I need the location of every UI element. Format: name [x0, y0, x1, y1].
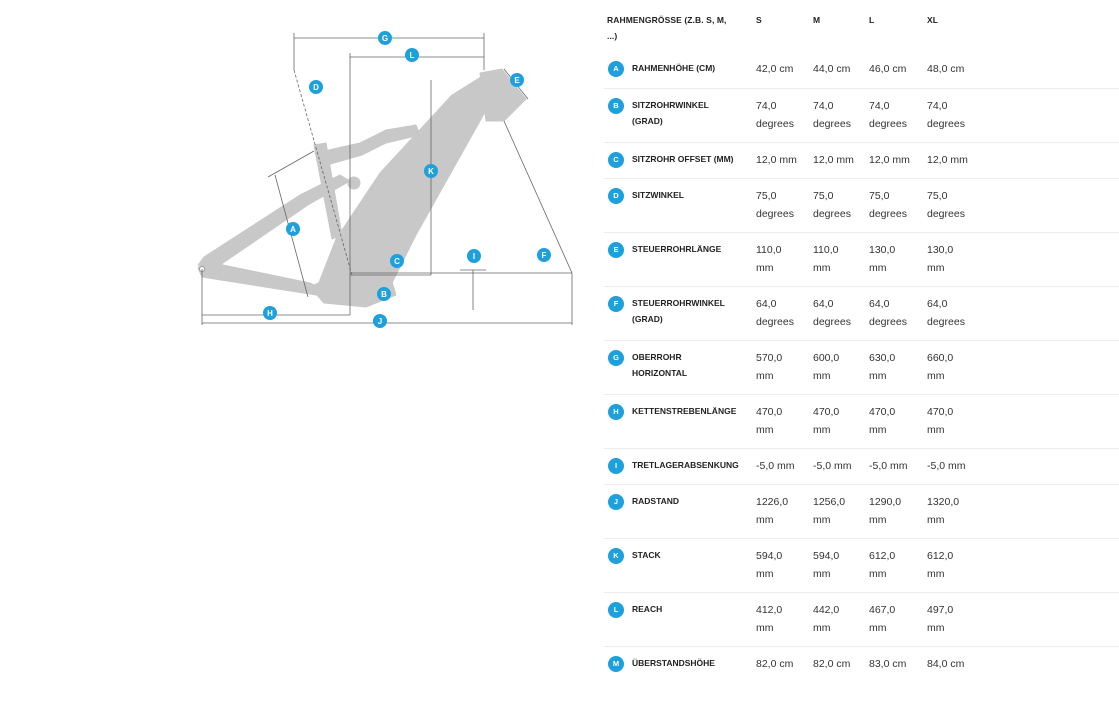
- value-cell: [869, 60, 921, 78]
- badge-L: [405, 48, 419, 62]
- frame-geometry-diagram: [190, 25, 585, 335]
- size-header-line1: RAHMENGRÖSSE (Z.B. S, M,: [607, 15, 727, 25]
- value-cell: [813, 349, 865, 385]
- badge-I: [467, 249, 481, 263]
- value-line: mm: [927, 424, 945, 436]
- value-line: mm: [813, 622, 831, 634]
- value-line: mm: [869, 424, 887, 436]
- row-label-line: STACK: [632, 550, 661, 560]
- value-cell: [813, 241, 865, 277]
- value-cell: [756, 457, 808, 475]
- value-line: 1256,0: [813, 496, 846, 508]
- value-line: -5,0 mm: [756, 460, 795, 472]
- svg-text:G: G: [381, 34, 389, 43]
- row-badge-e: E: [608, 242, 624, 258]
- table-row: [604, 178, 1119, 233]
- value-line: degrees: [869, 316, 907, 328]
- table-row: [604, 340, 1119, 395]
- row-label-line: REACH: [632, 604, 663, 614]
- badge-F: [537, 248, 551, 262]
- value-line: degrees: [869, 208, 907, 220]
- value-line: mm: [869, 370, 887, 382]
- row-label: [632, 547, 752, 563]
- row-label: [632, 241, 752, 257]
- svg-text:K: K: [428, 167, 434, 176]
- row-badge-j: J: [608, 494, 624, 510]
- value-cell: [869, 601, 921, 637]
- value-line: degrees: [869, 118, 907, 130]
- row-label-line: STEUERROHRLÄNGE: [632, 244, 722, 254]
- row-label: [632, 151, 752, 167]
- value-cell: [869, 151, 921, 169]
- value-line: 470,0: [813, 406, 840, 418]
- row-badge-k: K: [608, 548, 624, 564]
- value-line: 594,0: [813, 550, 840, 562]
- value-cell: [869, 457, 921, 475]
- value-line: degrees: [813, 208, 851, 220]
- row-badge-h: H: [608, 404, 624, 420]
- row-label: [632, 97, 752, 129]
- value-cell: [756, 547, 808, 583]
- value-cell: [756, 60, 808, 78]
- row-label: [632, 187, 752, 203]
- value-cell: [756, 151, 808, 169]
- value-line: 600,0: [813, 352, 840, 364]
- row-badge-l: L: [608, 602, 624, 618]
- value-line: degrees: [927, 118, 965, 130]
- value-cell: [756, 403, 808, 439]
- value-line: 64,0: [927, 298, 948, 310]
- row-label-line: KETTENSTREBENLÄNGE: [632, 406, 737, 416]
- row-label: [632, 349, 752, 381]
- size-col-l: L: [869, 15, 875, 25]
- dim-A-tick-top: [268, 151, 314, 177]
- value-line: mm: [756, 424, 774, 436]
- value-line: 1226,0: [756, 496, 789, 508]
- row-label: [632, 403, 752, 419]
- value-line: 470,0: [927, 406, 954, 418]
- value-line: mm: [927, 622, 945, 634]
- value-cell: [869, 547, 921, 583]
- value-cell: [927, 241, 979, 277]
- svg-text:F: F: [541, 251, 547, 260]
- table-row: [604, 484, 1119, 539]
- table-row: [604, 592, 1119, 647]
- value-cell: [927, 493, 979, 529]
- badge-C: [390, 254, 404, 268]
- value-line: mm: [869, 514, 887, 526]
- value-line: 570,0: [756, 352, 783, 364]
- value-cell: [869, 97, 921, 133]
- row-label-line: HORIZONTAL: [632, 368, 688, 378]
- value-cell: [927, 60, 979, 78]
- svg-text:E: E: [514, 76, 520, 85]
- svg-text:J: J: [377, 317, 383, 326]
- value-line: 660,0: [927, 352, 954, 364]
- svg-text:H: H: [267, 309, 273, 318]
- value-line: 12,0 mm: [927, 154, 968, 166]
- value-line: -5,0 mm: [813, 460, 852, 472]
- row-badge-i: I: [608, 458, 624, 474]
- value-cell: [927, 655, 979, 673]
- value-cell: [756, 601, 808, 637]
- row-label-line: SITZROHR OFFSET (MM): [632, 154, 734, 164]
- svg-text:L: L: [409, 51, 415, 60]
- value-line: 64,0: [869, 298, 890, 310]
- value-cell: [756, 187, 808, 223]
- value-line: 130,0: [927, 244, 954, 256]
- value-line: 74,0: [869, 100, 890, 112]
- value-line: 74,0: [756, 100, 777, 112]
- value-line: 1320,0: [927, 496, 960, 508]
- row-badge-a: A: [608, 61, 624, 77]
- svg-text:C: C: [394, 257, 400, 266]
- value-line: -5,0 mm: [869, 460, 908, 472]
- value-line: 75,0: [756, 190, 777, 202]
- value-line: degrees: [756, 208, 794, 220]
- value-cell: [869, 295, 921, 331]
- value-line: mm: [927, 370, 945, 382]
- value-line: mm: [756, 262, 774, 274]
- value-line: 83,0 cm: [869, 658, 907, 670]
- value-line: 74,0: [927, 100, 948, 112]
- row-label-line: ÜBERSTANDSHÖHE: [632, 658, 715, 668]
- value-line: mm: [813, 262, 831, 274]
- value-line: 44,0 cm: [813, 63, 851, 75]
- value-line: mm: [756, 568, 774, 580]
- value-line: mm: [927, 262, 945, 274]
- badge-G: [378, 31, 392, 45]
- value-cell: [756, 241, 808, 277]
- down-tube-shape: [318, 75, 492, 297]
- value-line: 46,0 cm: [869, 63, 907, 75]
- value-cell: [813, 655, 865, 673]
- value-cell: [813, 295, 865, 331]
- table-row: [604, 286, 1119, 341]
- value-line: 12,0 mm: [813, 154, 854, 166]
- row-label: [632, 655, 752, 671]
- value-cell: [756, 349, 808, 385]
- value-cell: [756, 295, 808, 331]
- value-line: 64,0: [813, 298, 834, 310]
- value-cell: [813, 547, 865, 583]
- value-cell: [813, 457, 865, 475]
- row-badge-g: G: [608, 350, 624, 366]
- value-line: degrees: [756, 118, 794, 130]
- table-row: [604, 394, 1119, 449]
- value-line: mm: [927, 568, 945, 580]
- value-line: 130,0: [869, 244, 896, 256]
- row-label: [632, 493, 752, 509]
- value-cell: [756, 97, 808, 133]
- value-cell: [813, 151, 865, 169]
- row-badge-d: D: [608, 188, 624, 204]
- value-line: 75,0: [813, 190, 834, 202]
- value-line: 1290,0: [869, 496, 902, 508]
- value-line: degrees: [813, 118, 851, 130]
- value-line: 12,0 mm: [869, 154, 910, 166]
- value-line: 74,0: [813, 100, 834, 112]
- value-line: mm: [869, 262, 887, 274]
- value-cell: [813, 60, 865, 78]
- row-badge-m: M: [608, 656, 624, 672]
- value-line: degrees: [927, 316, 965, 328]
- value-cell: [813, 187, 865, 223]
- value-cell: [927, 457, 979, 475]
- table-row: [604, 88, 1119, 143]
- value-cell: [869, 655, 921, 673]
- value-cell: [813, 97, 865, 133]
- value-cell: [927, 151, 979, 169]
- value-line: degrees: [927, 208, 965, 220]
- size-col-m: M: [813, 15, 821, 25]
- row-label-line: RADSTAND: [632, 496, 680, 506]
- value-line: 612,0: [927, 550, 954, 562]
- value-cell: [756, 655, 808, 673]
- svg-text:A: A: [290, 225, 296, 234]
- value-cell: [927, 403, 979, 439]
- value-cell: [813, 493, 865, 529]
- frame-svg: [190, 25, 585, 335]
- value-cell: [927, 187, 979, 223]
- value-cell: [927, 295, 979, 331]
- table-row: [604, 538, 1119, 593]
- value-line: -5,0 mm: [927, 460, 966, 472]
- row-label-line: SITZROHRWINKEL: [632, 100, 709, 110]
- value-line: 612,0: [869, 550, 896, 562]
- value-cell: [756, 493, 808, 529]
- value-line: 75,0: [927, 190, 948, 202]
- badge-D: [309, 80, 323, 94]
- value-line: 82,0 cm: [756, 658, 794, 670]
- value-line: 630,0: [869, 352, 896, 364]
- value-line: mm: [813, 370, 831, 382]
- value-line: 42,0 cm: [756, 63, 794, 75]
- row-label: [632, 457, 752, 473]
- size-col-s: S: [756, 15, 762, 25]
- value-cell: [927, 547, 979, 583]
- row-label: [632, 601, 752, 617]
- svg-text:B: B: [381, 290, 387, 299]
- value-line: mm: [813, 568, 831, 580]
- value-line: 470,0: [756, 406, 783, 418]
- row-label-line: STEUERROHRWINKEL: [632, 298, 725, 308]
- value-line: mm: [869, 568, 887, 580]
- value-line: 48,0 cm: [927, 63, 965, 75]
- row-label-line: SITZWINKEL: [632, 190, 684, 200]
- value-line: mm: [756, 622, 774, 634]
- row-label-line: RAHMENHÖHE (CM): [632, 63, 716, 73]
- svg-text:D: D: [313, 83, 319, 92]
- value-line: 470,0: [869, 406, 896, 418]
- bike-frame-shape: [198, 69, 526, 307]
- table-row: [604, 232, 1119, 287]
- value-line: 110,0: [813, 244, 839, 256]
- value-cell: [869, 241, 921, 277]
- value-line: 467,0: [869, 604, 896, 616]
- badge-B: [377, 287, 391, 301]
- value-cell: [869, 403, 921, 439]
- row-badge-b: B: [608, 98, 624, 114]
- value-line: 82,0 cm: [813, 658, 851, 670]
- value-line: mm: [927, 514, 945, 526]
- size-header-line2: ...): [607, 31, 618, 41]
- badge-H: [263, 306, 277, 320]
- badge-K: [424, 164, 438, 178]
- size-col-xl: XL: [927, 15, 939, 25]
- row-badge-c: C: [608, 152, 624, 168]
- dim-seat-axis: [294, 70, 352, 275]
- value-line: 12,0 mm: [756, 154, 797, 166]
- value-line: 442,0: [813, 604, 840, 616]
- value-line: 594,0: [756, 550, 783, 562]
- value-cell: [927, 97, 979, 133]
- row-label: [632, 295, 752, 327]
- value-line: degrees: [813, 316, 851, 328]
- value-line: mm: [756, 514, 774, 526]
- value-cell: [869, 349, 921, 385]
- value-line: 412,0: [756, 604, 783, 616]
- size-header: [607, 12, 747, 44]
- value-cell: [813, 403, 865, 439]
- row-label-line: TRETLAGERABSENKUNG: [632, 460, 739, 470]
- value-cell: [813, 601, 865, 637]
- row-label-line: (GRAD): [632, 314, 663, 324]
- value-cell: [927, 601, 979, 637]
- value-line: mm: [869, 622, 887, 634]
- row-label-line: OBERROHR: [632, 352, 682, 362]
- svg-text:I: I: [472, 252, 476, 261]
- value-line: mm: [813, 514, 831, 526]
- badge-J: [373, 314, 387, 328]
- row-badge-f: F: [608, 296, 624, 312]
- row-label-line: (GRAD): [632, 116, 663, 126]
- value-line: 64,0: [756, 298, 777, 310]
- value-line: mm: [813, 424, 831, 436]
- value-line: degrees: [756, 316, 794, 328]
- value-cell: [869, 493, 921, 529]
- value-line: mm: [756, 370, 774, 382]
- badge-E: [510, 73, 524, 87]
- value-line: 84,0 cm: [927, 658, 965, 670]
- row-label: [632, 60, 752, 76]
- value-line: 75,0: [869, 190, 890, 202]
- badge-A: [286, 222, 300, 236]
- dim-F-line: [504, 121, 572, 273]
- table-row: [604, 646, 1119, 701]
- value-line: 497,0: [927, 604, 954, 616]
- value-cell: [927, 349, 979, 385]
- value-line: 110,0: [756, 244, 782, 256]
- value-cell: [869, 187, 921, 223]
